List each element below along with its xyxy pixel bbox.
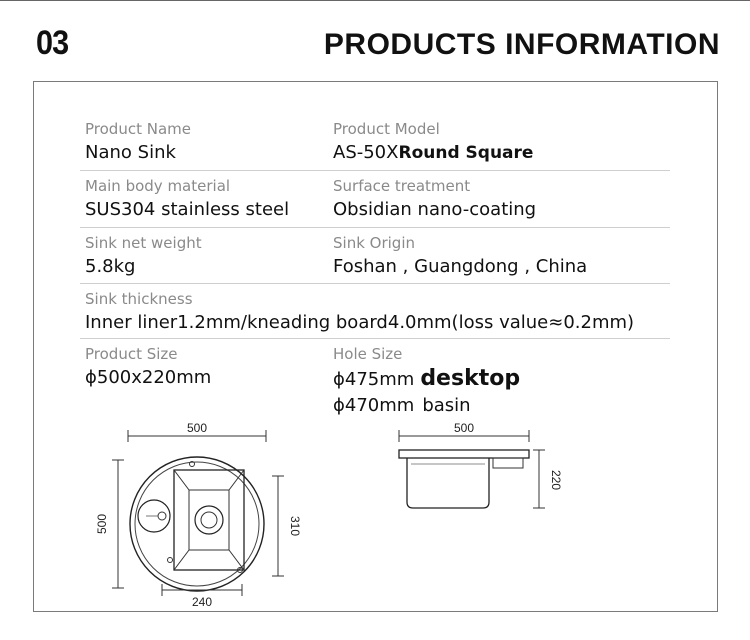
row-divider: [80, 227, 670, 228]
drain-outer: [195, 506, 223, 534]
weight-value: 5.8kg: [85, 256, 136, 277]
product-model-value: [333, 142, 533, 164]
hole-label: Hole Size: [333, 345, 403, 363]
product-name-label: Product Name: [85, 120, 191, 138]
thickness-label: Sink thickness: [85, 290, 193, 308]
origin-cell: [333, 234, 587, 278]
row-divider: [80, 338, 670, 339]
product-model-label: Product Model: [333, 120, 440, 138]
surface-value: Obsidian nano-coating: [333, 199, 537, 220]
drain-accessory: [493, 458, 523, 468]
sink-bowl-side: [407, 458, 489, 508]
material-value: SUS304 stainless steel: [85, 199, 290, 220]
origin-label: Sink Origin: [333, 234, 415, 252]
info-frame: [33, 81, 718, 612]
hole-desktop-line: [333, 366, 520, 393]
product-name-cell: [85, 120, 191, 164]
product-name-value: Nano Sink: [85, 142, 176, 163]
material-label: Main body material: [85, 177, 231, 195]
row-divider: [80, 283, 670, 284]
weight-label: Sink net weight: [85, 234, 202, 252]
sink-deck: [399, 450, 529, 458]
top-view-drawing: [94, 420, 314, 610]
hole-desktop-word: desktop: [420, 366, 521, 391]
size-cell: [85, 345, 211, 389]
hole-basin-value: ϕ470mm: [333, 395, 415, 416]
side-view-drawing: [389, 420, 569, 530]
surface-cell: [333, 177, 536, 221]
size-value: ϕ500x220mm: [85, 367, 212, 388]
page-title: PRODUCTS INFORMATION: [323, 28, 720, 61]
thickness-cell: [85, 290, 634, 334]
side-width-dim-label: 500: [453, 421, 475, 435]
model-shape: Round Square: [398, 143, 534, 163]
model-code: AS-50X: [333, 142, 399, 163]
origin-value: Foshan , Guangdong , China: [333, 256, 588, 277]
thickness-value: Inner liner1.2mm/kneading board4.0mm(loss value≈0.2mm): [85, 312, 635, 333]
drain-inner: [201, 512, 217, 528]
hole-cell: [333, 345, 520, 419]
bowl-dim-label: 310: [288, 515, 302, 537]
height-dim-label: 500: [95, 513, 109, 535]
row-divider: [80, 170, 670, 171]
top-border-line: [0, 0, 750, 1]
size-label: Product Size: [85, 345, 178, 363]
hole-basin-word: basin: [422, 395, 471, 416]
hole-desktop-value: ϕ475mm: [333, 369, 415, 390]
product-model-cell: [333, 120, 533, 164]
surface-label: Surface treatment: [333, 177, 471, 195]
bottom-dim-label: 240: [191, 595, 213, 609]
bowl-outline: [174, 470, 244, 570]
weight-cell: [85, 234, 202, 278]
hole-basin-line: [333, 393, 520, 419]
width-dim-label: 500: [186, 421, 208, 435]
material-cell: [85, 177, 289, 221]
depth-dim-label: 220: [549, 469, 563, 491]
page-number: 03: [36, 24, 69, 62]
